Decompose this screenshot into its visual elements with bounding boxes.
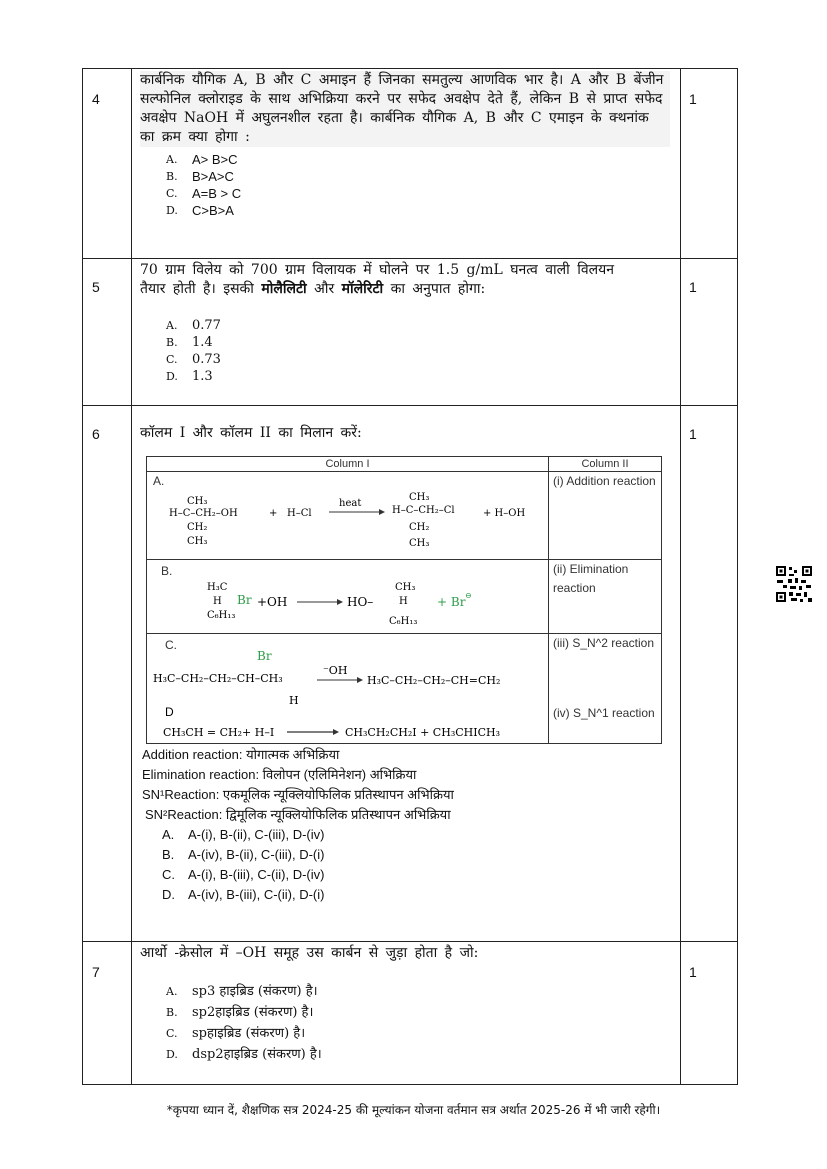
svg-text:H: H — [289, 694, 299, 707]
question-number: 6 — [92, 426, 100, 442]
options-list — [140, 151, 670, 219]
column-2-item: (i) Addition reaction — [549, 472, 662, 560]
column-2-item: (iv) S_N^1 reaction — [553, 706, 655, 720]
marks-value: 1 — [689, 426, 697, 442]
question-stem: आर्थो -क्रेसोल में –OH समूह उस कार्बन से जुड़ा होता है जो: — [140, 945, 479, 961]
svg-text:⊖: ⊖ — [465, 591, 472, 600]
marks-cell — [681, 69, 738, 259]
svg-text:D: D — [165, 705, 174, 719]
match-row-a — [147, 472, 662, 560]
svg-text:C₆H₁₃: C₆H₁₃ — [389, 616, 418, 627]
svg-text:Br: Br — [237, 593, 252, 607]
svg-text:CH₃: CH₃ — [395, 582, 416, 593]
option-a[interactable]: A. 0.77 — [166, 318, 221, 333]
reactant-ch2: CH₂ — [187, 522, 208, 533]
options-list — [140, 317, 670, 385]
option-d[interactable]: D. A-(iv), B-(iii), C-(ii), D-(i) — [162, 887, 325, 902]
reaction-b-diagram — [147, 560, 537, 632]
question-body — [132, 942, 681, 1085]
option-b[interactable]: B. 1.4 — [166, 335, 213, 350]
marks-value: 1 — [689, 91, 697, 107]
option-d[interactable]: D. C>B>A — [166, 203, 234, 218]
column-2-item: (ii) Elimination reaction — [549, 560, 662, 634]
question-body — [132, 69, 681, 259]
option-c[interactable]: C. spहाइब्रिड (संकरण) है। — [166, 1026, 306, 1041]
option-b[interactable]: B. B>A>C — [166, 169, 234, 184]
heat-label: heat — [339, 498, 362, 509]
qr-code-icon — [775, 565, 813, 603]
svg-text:HO–: HO– — [347, 595, 374, 609]
options-list — [140, 981, 670, 1065]
product-chain: H–C–CH₂–Cl — [392, 505, 455, 516]
svg-text:+: + — [257, 595, 268, 609]
svg-text:Br: Br — [257, 649, 272, 663]
glossary: Addition reaction: योगात्मक अभिक्रिया Elimination reaction: विलोपन (एलिमिनेशन) अभिक्रिया SN¹Reaction: एकमूलिक न्यूक्लियोफिलिक प्रतिस्थापन अभिक्रिया SN²Reaction: द्विमूलिक न्यूक्लियोफिलिक प्रतिस्थापन अभिक्रिया — [142, 747, 454, 822]
question-number: 4 — [92, 91, 100, 107]
question-stem: 70 ग्राम विलेय को 700 ग्राम विलायक में घोलने पर 1.5 g/mL घनत्व वाली विलयन तैयार होती है। इसकी मोलैलिटी और मॉलेरिटी का अनुपात होगा: — [140, 262, 615, 297]
question-row-7 — [83, 942, 738, 1085]
footer-note: *कृपया ध्यान दें, शैक्षणिक सत्र 2024-25 की मूल्यांकन योजना वर्तमान सत्र अर्थात 2025-26 में भी जारी रहेगी। — [166, 1103, 661, 1117]
svg-text:H: H — [213, 596, 222, 607]
question-number: 5 — [92, 279, 100, 295]
match-table — [146, 456, 662, 744]
question-row-5 — [83, 259, 738, 406]
option-c[interactable]: C. 0.73 — [166, 352, 221, 367]
svg-text:H₃C–CH₂–CH₂–CH–CH₃: H₃C–CH₂–CH₂–CH–CH₃ — [153, 672, 283, 685]
column-1-header: Column I — [147, 457, 549, 472]
option-d[interactable]: D. dsp2हाइब्रिड (संकरण) है। — [166, 1047, 322, 1062]
question-table — [82, 68, 738, 1085]
question-stem: कॉलम I और कॉलम II का मिलान करें: — [140, 425, 362, 441]
column-2-item: (iii) S_N^2 reaction — [553, 636, 654, 650]
question-row-4 — [83, 69, 738, 259]
reactant-chain: H–C–CH₂–OH — [169, 508, 238, 519]
question-body — [132, 259, 681, 406]
product-ch3-top: CH₃ — [409, 492, 430, 503]
options-list — [140, 825, 670, 905]
marks-value: 1 — [689, 279, 697, 295]
question-number-cell — [83, 69, 132, 259]
option-b[interactable]: B. A-(iv), B-(ii), C-(iii), D-(i) — [162, 847, 325, 862]
svg-text:H₃C–CH₂–CH₂–CH=CH₂: H₃C–CH₂–CH₂–CH=CH₂ — [367, 674, 501, 687]
column-2-header: Column II — [549, 457, 662, 472]
row-label: A. — [153, 474, 165, 488]
question-number: 7 — [92, 964, 100, 980]
option-c[interactable]: C. A-(i), B-(iii), C-(ii), D-(iv) — [162, 867, 325, 882]
option-a[interactable]: A. A> B>C — [166, 152, 238, 167]
match-header — [147, 457, 662, 472]
match-row-c-d: C. Br H₃C–CH₂–CH₂–CH–CH₃ H ⁻OH H₃C–CH₂–CH₂–CH=CH₂ D CH₃CH = CH₂+ H–I CH₃CH₂CH₂I + CH₃CHICH₃ (iii) S_N^2 reaction (iv) S_N^1 reaction — [147, 634, 662, 744]
reactant-ch3-bottom: CH₃ — [187, 536, 208, 547]
reaction-a-diagram — [147, 472, 537, 558]
reactant-ch3-top: CH₃ — [187, 496, 208, 507]
product-ch3-bottom: CH₃ — [409, 538, 430, 549]
question-body — [132, 406, 681, 942]
question-row-6 — [83, 406, 738, 942]
svg-text:CH₃CH₂CH₂I + CH₃CHICH₃: CH₃CH₂CH₂I + CH₃CHICH₃ — [345, 726, 501, 739]
marks-value: 1 — [689, 964, 697, 980]
svg-text:CH₃CH = CH₂+ H–I: CH₃CH = CH₂+ H–I — [163, 726, 275, 739]
svg-text:C₆H₁₃: C₆H₁₃ — [207, 610, 236, 621]
question-stem: कार्बनिक यौगिक A, B और C अमाइन हैं जिनका समतुल्य आणविक भार है। A और B बेंजीन सल्फोनिल क्लोराइड के साथ अभिक्रिया करने पर सफेद अवक्षेप देते हैं, लेकिन B से प्राप्त सफेद अवक्षेप NaOH में अघुलनशील रहता है। कार्बनिक यौगिक A, B और C एमाइन के क्थनांक का क्रम क्या होगा : — [140, 71, 670, 147]
option-d[interactable]: D. 1.3 — [166, 369, 213, 384]
option-a[interactable]: A. sp3 हाइब्रिड (संकरण) है। — [166, 984, 318, 999]
hcl: H–Cl — [287, 508, 312, 519]
match-row-b: B. H₃C H C₆H₁₃ Br + OH HO– CH₃ H C₆H₁₃ + Br ⊖ (ii) Elimination reaction — [147, 560, 662, 634]
svg-text:⁻OH: ⁻OH — [323, 664, 348, 677]
svg-text:+ Br: + Br — [437, 595, 466, 609]
reaction-c-d-diagram — [147, 634, 537, 742]
svg-text:OH: OH — [267, 595, 288, 609]
product-ch2: CH₂ — [409, 522, 430, 533]
svg-text:H₃C: H₃C — [207, 582, 228, 593]
option-c[interactable]: C. A=B > C — [166, 186, 242, 201]
water-product: + H–OH — [483, 508, 526, 519]
svg-text:H: H — [399, 596, 408, 607]
option-a[interactable]: A. A-(i), B-(ii), C-(iii), D-(iv) — [162, 827, 325, 842]
plus-sign: + — [269, 508, 278, 519]
option-b[interactable]: B. sp2हाइब्रिड (संकरण) है। — [166, 1005, 314, 1020]
